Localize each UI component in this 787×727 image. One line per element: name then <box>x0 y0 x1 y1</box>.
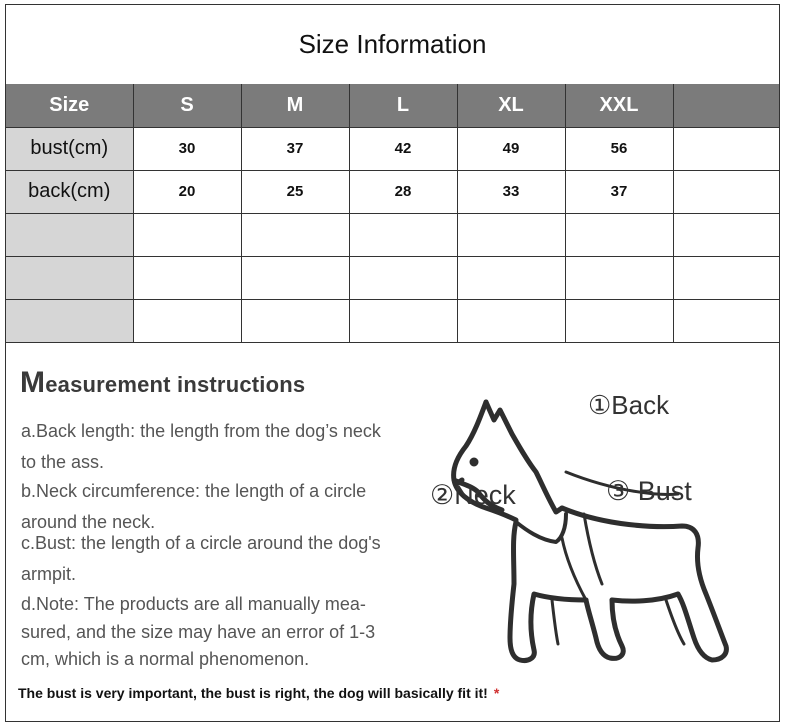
table-cell <box>673 170 779 213</box>
measurement-instructions <box>6 348 779 721</box>
table-cell <box>457 256 565 299</box>
bust-label: ③ Bust <box>606 476 692 506</box>
title-row <box>6 5 779 85</box>
table-cell <box>565 213 673 256</box>
table-cell <box>673 213 779 256</box>
header-cell: M <box>241 84 349 127</box>
table-cell: 20 <box>133 170 241 213</box>
dog-outline-icon <box>416 388 766 668</box>
table-row <box>6 256 779 299</box>
table-cell: 28 <box>349 170 457 213</box>
instruction-line: b.Neck circumference: the length of a circle <box>21 481 367 501</box>
instruction-line: d.Note: The products are all manually mea- <box>21 594 366 614</box>
instruction-line: armpit. <box>21 564 77 584</box>
instruction-line: c.Bust: the length of a circle around the dog's <box>21 533 381 553</box>
back-label: ①Back <box>588 390 670 420</box>
table-cell: 49 <box>457 127 565 170</box>
table-cell <box>241 256 349 299</box>
fit-note-text: The bust is very important, the bust is right, the dog will basically fit it! <box>18 685 488 701</box>
table-cell <box>349 299 457 342</box>
fit-note <box>18 685 499 701</box>
table-cell <box>673 256 779 299</box>
table-cell <box>133 299 241 342</box>
row-label <box>6 299 133 342</box>
table-cell: 42 <box>349 127 457 170</box>
table-header-row <box>6 84 779 127</box>
table-cell <box>133 213 241 256</box>
table-cell <box>241 213 349 256</box>
table-cell <box>457 299 565 342</box>
table-cell: 25 <box>241 170 349 213</box>
header-cell: L <box>349 84 457 127</box>
table-row <box>6 299 779 342</box>
header-cell: Size <box>6 84 133 127</box>
table-cell: 37 <box>241 127 349 170</box>
header-cell: XL <box>457 84 565 127</box>
instructions-title <box>20 366 305 400</box>
table-row <box>6 127 779 170</box>
table-cell: 37 <box>565 170 673 213</box>
neck-label: ②Neck <box>430 480 516 510</box>
row-label <box>6 213 133 256</box>
table-cell <box>349 213 457 256</box>
table-cell <box>241 299 349 342</box>
table-cell <box>673 299 779 342</box>
header-cell: XXL <box>565 84 673 127</box>
table-cell <box>133 256 241 299</box>
table-row <box>6 213 779 256</box>
instruction-line: cm, which is a normal phenomenon. <box>21 649 310 669</box>
size-table <box>6 84 779 343</box>
table-cell <box>673 127 779 170</box>
table-cell: 33 <box>457 170 565 213</box>
table-cell <box>349 256 457 299</box>
row-label: back(cm) <box>6 170 133 213</box>
instruction-line: to the ass. <box>21 452 105 472</box>
instructions-title-rest: easurement instructions <box>45 372 306 397</box>
table-cell <box>457 213 565 256</box>
header-cell <box>673 84 779 127</box>
table-cell: 30 <box>133 127 241 170</box>
instructions-title-initial: M <box>20 366 46 399</box>
table-cell: 56 <box>565 127 673 170</box>
row-label <box>6 256 133 299</box>
table-cell <box>565 256 673 299</box>
table-cell <box>565 299 673 342</box>
size-chart <box>5 4 780 722</box>
instruction-line: a.Back length: the length from the dog’s neck <box>21 421 381 441</box>
header-cell: S <box>133 84 241 127</box>
instruction-line: around the neck. <box>21 512 156 532</box>
dog-measurement-diagram <box>416 388 766 668</box>
page-title: Size Information <box>298 29 487 59</box>
table-row <box>6 170 779 213</box>
asterisk-mark: * <box>493 685 500 701</box>
row-label: bust(cm) <box>6 127 133 170</box>
instruction-line: sured, and the size may have an error of 1-3 <box>21 622 376 642</box>
